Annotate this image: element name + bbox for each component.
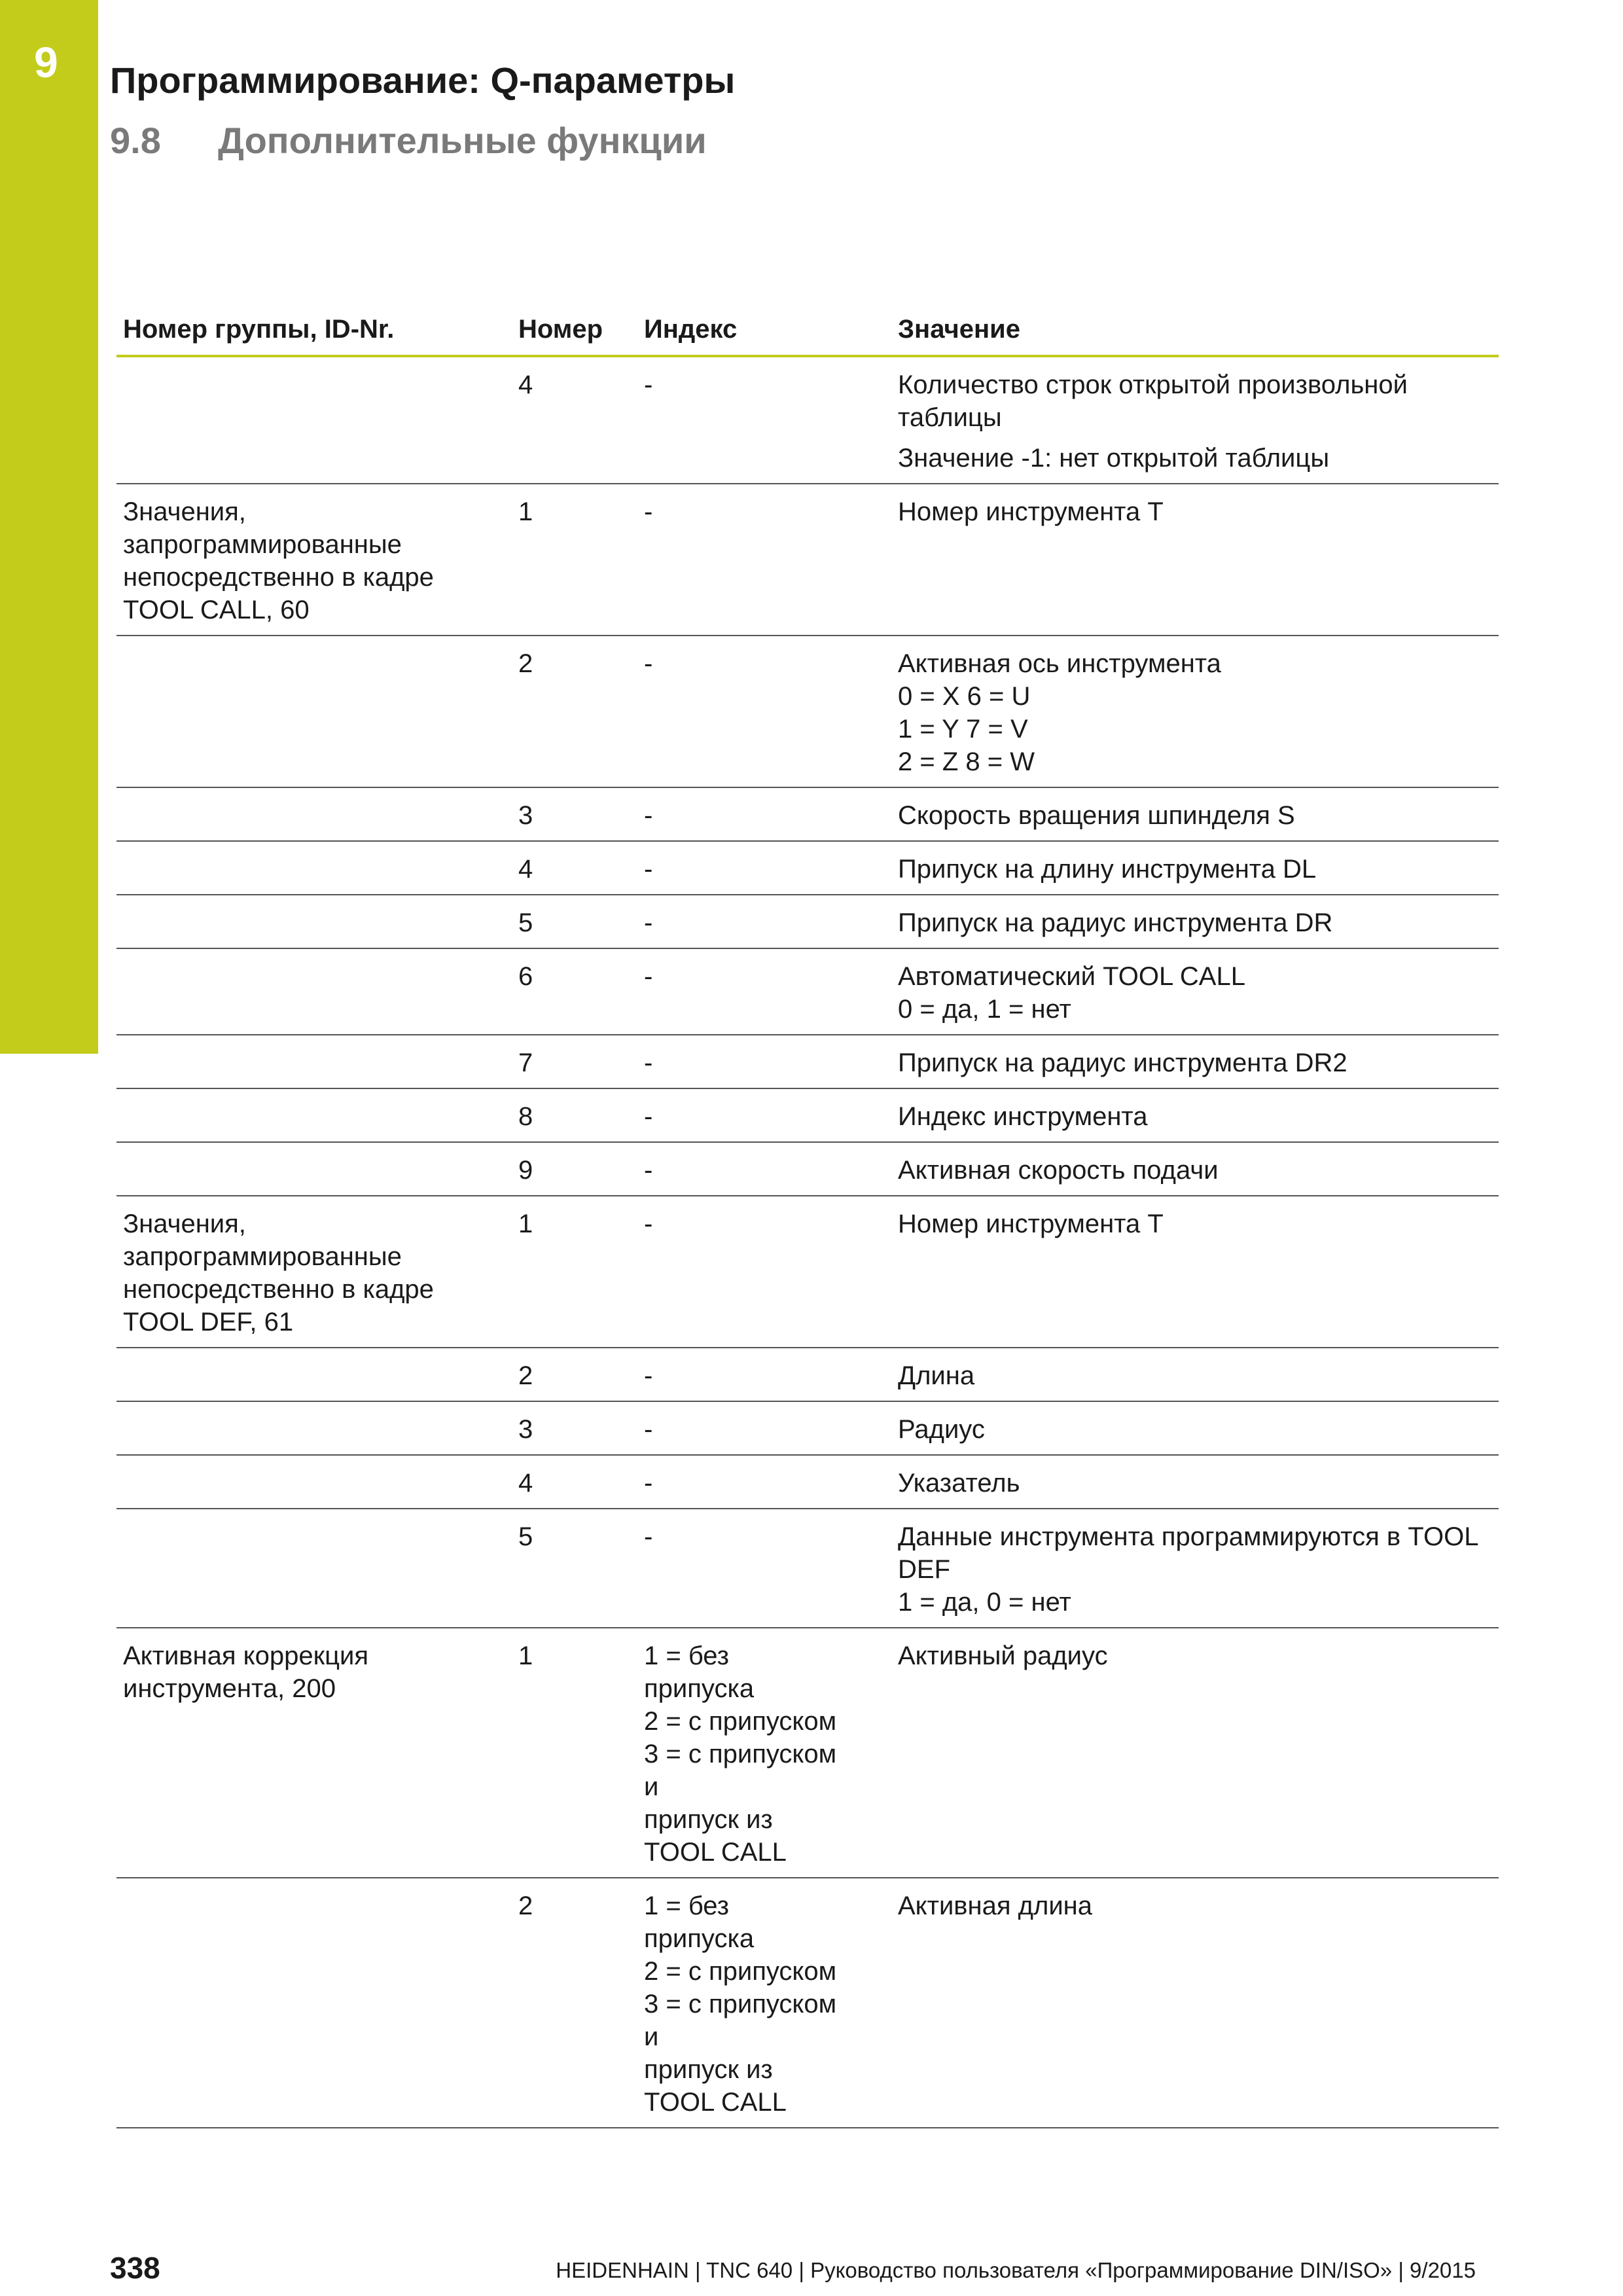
cell-index bbox=[637, 841, 891, 895]
cell-value bbox=[891, 1628, 1499, 1878]
index-line: - bbox=[644, 1361, 653, 1390]
value-line: Радиус bbox=[898, 1415, 985, 1444]
index-line: 1 = без bbox=[644, 1641, 729, 1670]
value-line: Активная ось инструмента bbox=[898, 649, 1221, 678]
value-paragraph-gap bbox=[898, 434, 1492, 442]
cell-value bbox=[891, 1035, 1499, 1088]
cell-number: 1 bbox=[512, 1196, 637, 1348]
index-line: - bbox=[644, 855, 653, 884]
table-row bbox=[116, 895, 1499, 948]
cell-index bbox=[637, 948, 891, 1035]
cell-index bbox=[637, 1878, 891, 2128]
cell-index bbox=[637, 1196, 891, 1348]
cell-value bbox=[891, 1348, 1499, 1401]
index-line: - bbox=[644, 1522, 653, 1551]
footer-text: HEIDENHAIN | TNC 640 | Руководство пользователя «Программирование DIN/ISO» | 9/2015 bbox=[556, 2258, 1476, 2282]
cell-group bbox=[116, 356, 512, 484]
index-line: - bbox=[644, 1156, 653, 1185]
index-line: - bbox=[644, 1210, 653, 1238]
index-line: TOOL CALL bbox=[644, 1838, 787, 1867]
index-line: и bbox=[644, 2022, 659, 2051]
chapter-side-tab bbox=[0, 0, 98, 1054]
value-line: Данные инструмента программируются в TOOL DEF bbox=[898, 1522, 1478, 1584]
cell-group: Значения, запрограммированные непосредственно в кадре TOOL DEF, 61 bbox=[116, 1196, 512, 1348]
section-number: 9.8 bbox=[110, 120, 161, 161]
index-line: припуск из bbox=[644, 2055, 773, 2084]
header-index: Индекс bbox=[637, 313, 891, 356]
cell-number: 5 bbox=[512, 895, 637, 948]
cell-number: 3 bbox=[512, 787, 637, 841]
cell-number: 3 bbox=[512, 1401, 637, 1455]
value-line: Номер инструмента T bbox=[898, 497, 1164, 526]
index-line: 2 = с припуском bbox=[644, 1957, 837, 1986]
value-line: Значение -1: нет открытой таблицы bbox=[898, 444, 1330, 473]
cell-index bbox=[637, 1142, 891, 1196]
index-line: - bbox=[644, 497, 653, 526]
value-line: Длина bbox=[898, 1361, 975, 1390]
value-line: Активная длина bbox=[898, 1892, 1093, 1920]
index-line: 3 = с припуском bbox=[644, 1740, 837, 1768]
cell-index bbox=[637, 1035, 891, 1088]
cell-index bbox=[637, 787, 891, 841]
value-line: Автоматический TOOL CALL bbox=[898, 962, 1245, 991]
cell-number: 4 bbox=[512, 841, 637, 895]
cell-value bbox=[891, 787, 1499, 841]
index-line: - bbox=[644, 908, 653, 937]
page-number: 338 bbox=[110, 2251, 160, 2285]
value-line: 1 = да, 0 = нет bbox=[898, 1588, 1071, 1617]
cell-index bbox=[637, 895, 891, 948]
index-line: 3 = с припуском bbox=[644, 1990, 837, 2018]
cell-index bbox=[637, 1401, 891, 1455]
value-line: Активная скорость подачи bbox=[898, 1156, 1219, 1185]
value-line: Указатель bbox=[898, 1469, 1020, 1498]
cell-group bbox=[116, 948, 512, 1035]
cell-index bbox=[637, 356, 891, 484]
cell-value bbox=[891, 1088, 1499, 1142]
table-row bbox=[116, 356, 1499, 484]
value-line: Припуск на радиус инструмента DR2 bbox=[898, 1049, 1347, 1077]
index-line: - bbox=[644, 649, 653, 678]
cell-value bbox=[891, 895, 1499, 948]
cell-number: 6 bbox=[512, 948, 637, 1035]
value-line: Индекс инструмента bbox=[898, 1102, 1148, 1131]
cell-group bbox=[116, 636, 512, 787]
cell-group: Значения, запрограммированные непосредственно в кадре TOOL CALL, 60 bbox=[116, 484, 512, 636]
cell-value bbox=[891, 1455, 1499, 1509]
value-line: Активный радиус bbox=[898, 1641, 1108, 1670]
cell-group bbox=[116, 1142, 512, 1196]
table-row bbox=[116, 1628, 1499, 1878]
cell-group bbox=[116, 1088, 512, 1142]
chapter-title: Программирование: Q-параметры bbox=[110, 60, 736, 101]
cell-number: 8 bbox=[512, 1088, 637, 1142]
section-title: Дополнительные функции bbox=[218, 120, 707, 161]
header-value: Значение bbox=[891, 313, 1499, 356]
index-line: 1 = без bbox=[644, 1892, 729, 1920]
cell-number: 4 bbox=[512, 356, 637, 484]
table-row bbox=[116, 948, 1499, 1035]
cell-index bbox=[637, 1628, 891, 1878]
cell-value bbox=[891, 1401, 1499, 1455]
cell-number: 2 bbox=[512, 1348, 637, 1401]
index-line: - bbox=[644, 801, 653, 830]
cell-group bbox=[116, 1878, 512, 2128]
index-line: - bbox=[644, 370, 653, 399]
cell-number: 4 bbox=[512, 1455, 637, 1509]
table-row bbox=[116, 1455, 1499, 1509]
cell-number: 5 bbox=[512, 1509, 637, 1628]
value-line: Количество строк открытой произвольной таблицы bbox=[898, 370, 1408, 432]
cell-index bbox=[637, 1348, 891, 1401]
value-line: Скорость вращения шпинделя S bbox=[898, 801, 1295, 830]
table-body bbox=[116, 356, 1499, 2128]
index-line: TOOL CALL bbox=[644, 2088, 787, 2117]
index-line: - bbox=[644, 962, 653, 991]
cell-group bbox=[116, 895, 512, 948]
chapter-number: 9 bbox=[34, 38, 58, 86]
cell-index bbox=[637, 1088, 891, 1142]
cell-index bbox=[637, 1455, 891, 1509]
cell-number: 2 bbox=[512, 636, 637, 787]
cell-value bbox=[891, 841, 1499, 895]
table-row bbox=[116, 787, 1499, 841]
index-line: припуск из bbox=[644, 1805, 773, 1834]
index-line: 2 = с припуском bbox=[644, 1707, 837, 1736]
table-row bbox=[116, 484, 1499, 636]
cell-group bbox=[116, 1455, 512, 1509]
table-row bbox=[116, 636, 1499, 787]
cell-number: 2 bbox=[512, 1878, 637, 2128]
cell-index bbox=[637, 1509, 891, 1628]
cell-number: 1 bbox=[512, 484, 637, 636]
table-row bbox=[116, 1196, 1499, 1348]
table-row bbox=[116, 1142, 1499, 1196]
index-line: - bbox=[644, 1469, 653, 1498]
index-line: и bbox=[644, 1772, 659, 1801]
header-number: Номер bbox=[512, 313, 637, 356]
cell-group bbox=[116, 787, 512, 841]
index-line: припуска bbox=[644, 1924, 755, 1953]
cell-value bbox=[891, 948, 1499, 1035]
cell-value bbox=[891, 484, 1499, 636]
table-row bbox=[116, 1401, 1499, 1455]
header-group-id: Номер группы, ID-Nr. bbox=[116, 313, 512, 356]
table-row bbox=[116, 1035, 1499, 1088]
cell-value bbox=[891, 1142, 1499, 1196]
table-row bbox=[116, 1509, 1499, 1628]
index-line: - bbox=[644, 1049, 653, 1077]
value-line: Номер инструмента T bbox=[898, 1210, 1164, 1238]
cell-index bbox=[637, 484, 891, 636]
cell-group bbox=[116, 1348, 512, 1401]
index-line: - bbox=[644, 1102, 653, 1131]
cell-value bbox=[891, 636, 1499, 787]
cell-index bbox=[637, 636, 891, 787]
table-row bbox=[116, 1878, 1499, 2128]
value-line: 0 = да, 1 = нет bbox=[898, 995, 1071, 1024]
parameters-table bbox=[116, 313, 1499, 2128]
cell-number: 1 bbox=[512, 1628, 637, 1878]
table-row bbox=[116, 841, 1499, 895]
cell-group bbox=[116, 1035, 512, 1088]
value-line: 0 = X 6 = U bbox=[898, 682, 1031, 711]
cell-value bbox=[891, 1509, 1499, 1628]
cell-group bbox=[116, 1401, 512, 1455]
value-line: 2 = Z 8 = W bbox=[898, 747, 1035, 776]
cell-number: 9 bbox=[512, 1142, 637, 1196]
index-line: припуска bbox=[644, 1674, 755, 1703]
cell-value bbox=[891, 1878, 1499, 2128]
cell-group bbox=[116, 841, 512, 895]
table-row bbox=[116, 1088, 1499, 1142]
table-header-row bbox=[116, 313, 1499, 356]
cell-group bbox=[116, 1509, 512, 1628]
cell-value bbox=[891, 356, 1499, 484]
value-line: Припуск на радиус инструмента DR bbox=[898, 908, 1333, 937]
value-line: 1 = Y 7 = V bbox=[898, 715, 1028, 744]
table-row bbox=[116, 1348, 1499, 1401]
cell-number: 7 bbox=[512, 1035, 637, 1088]
value-line: Припуск на длину инструмента DL bbox=[898, 855, 1317, 884]
index-line: - bbox=[644, 1415, 653, 1444]
cell-value bbox=[891, 1196, 1499, 1348]
cell-group: Активная коррекция инструмента, 200 bbox=[116, 1628, 512, 1878]
